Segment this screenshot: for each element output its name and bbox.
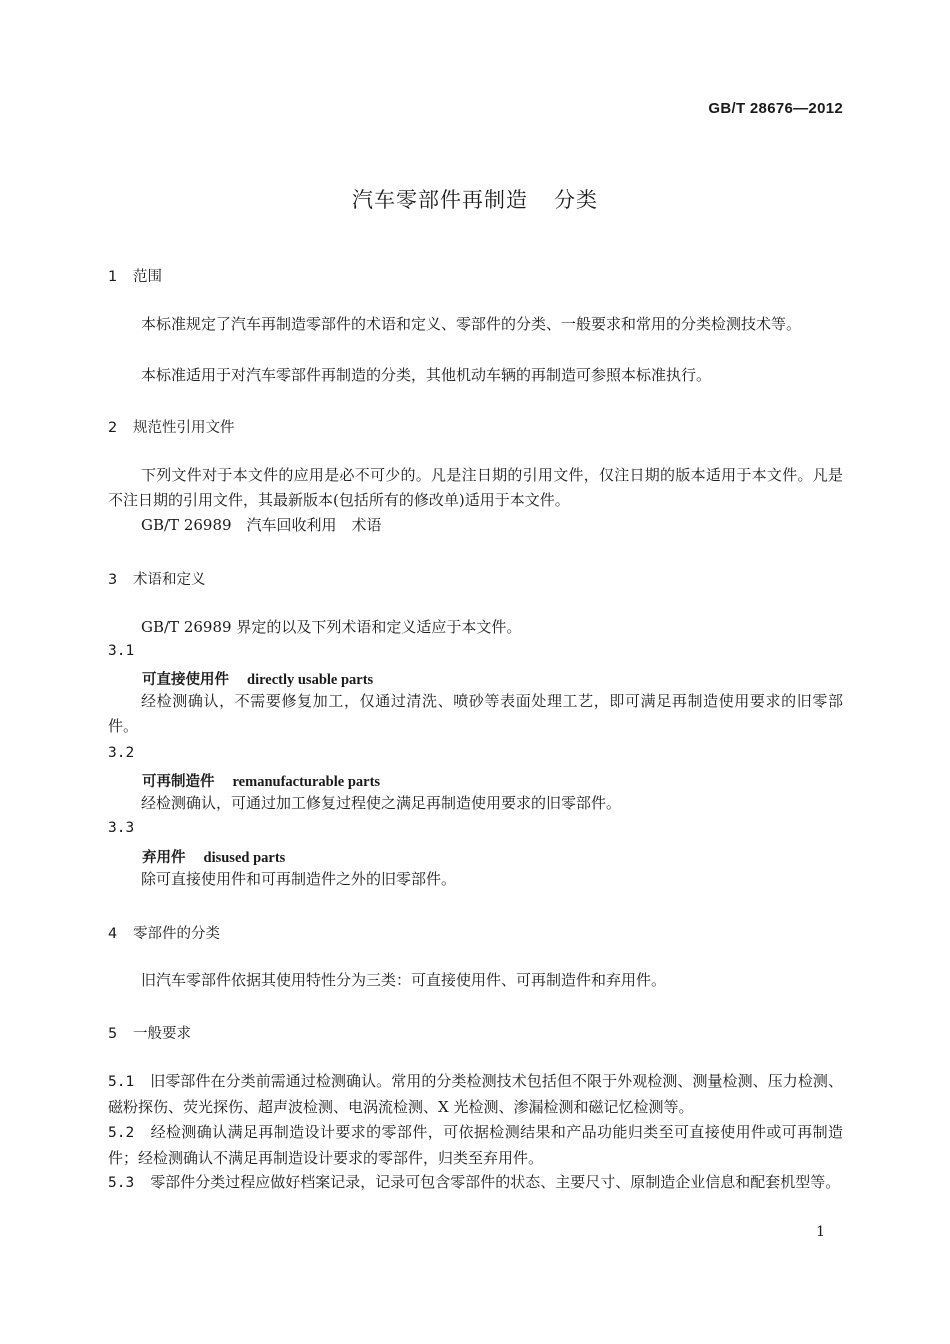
term-heading — [142, 668, 373, 689]
term-heading — [142, 770, 380, 791]
section-title: 零部件的分类 — [133, 926, 220, 942]
section-number: 2 — [108, 420, 118, 436]
clause-5-2 — [108, 1120, 843, 1171]
section-title: 一般要求 — [133, 1026, 191, 1042]
term-zh: 弃用件 — [142, 850, 186, 866]
section-number: 3 — [108, 572, 118, 588]
section-number: 5 — [108, 1026, 118, 1042]
section-4-heading — [108, 922, 220, 943]
term-definition: 经检测确认，不需要修复加工，仅通过清洗、喷砂等表面处理工艺，即可满足再制造使用要求的旧零部件。 — [108, 692, 843, 735]
section-1-heading — [108, 265, 162, 286]
term-number: 3.2 — [108, 745, 135, 761]
term-en: disused parts — [203, 850, 286, 866]
section-number: 1 — [108, 269, 118, 285]
section-2-paragraph-1: 下列文件对于本文件的应用是必不可少的。凡是注日期的引用文件，仅注日期的版本适用于本文件。凡是不注日期的引用文件，其最新版本(包括所有的修改单)适用于本文件。 — [108, 466, 843, 509]
section-title: 规范性引用文件 — [133, 420, 235, 436]
section-1-paragraph-1: 本标准规定了汽车再制造零部件的术语和定义、零部件的分类、一般要求和常用的分类检测技术等。 — [141, 315, 802, 333]
section-4-paragraph-1: 旧汽车零部件依据其使用特性分为三类：可直接使用件、可再制造件和弃用件。 — [141, 971, 667, 989]
term-en: remanufacturable parts — [232, 774, 381, 790]
term-definition: 经检测确认，可通过加工修复过程使之满足再制造使用要求的旧零部件。 — [141, 794, 622, 812]
page-number: 1 — [816, 1224, 825, 1240]
clause-text: 经检测确认满足再制造设计要求的零部件，可依据检测结果和产品功能归类至可直接使用件或可再制造件；经检测确认不满足再制造设计要求的零部件，归类至弃用件。 — [108, 1123, 843, 1167]
standard-number: GB/T 28676—2012 — [708, 100, 843, 117]
clause-number: 5.3 — [108, 1175, 135, 1191]
clause-number: 5.2 — [108, 1125, 135, 1141]
term-definition: 除可直接使用件和可再制造件之外的旧零部件。 — [141, 870, 457, 888]
term-zh: 可直接使用件 — [142, 672, 229, 688]
title-main: 汽车零部件再制造 — [352, 188, 528, 212]
clause-text: 旧零部件在分类前需通过检测确认。常用的分类检测技术包括但不限于外观检测、测量检测、压力检测、磁粉探伤、荧光探伤、超声波检测、电涡流检测、X 光检测、渗漏检测和磁记忆检测等。 — [108, 1072, 843, 1116]
clause-text: 零部件分类过程应做好档案记录，记录可包含零部件的状态、主要尺寸、原制造企业信息和配套机型等。 — [150, 1173, 841, 1191]
document-title — [0, 184, 950, 214]
clause-number: 5.1 — [108, 1074, 135, 1090]
term-number: 3.1 — [108, 643, 135, 659]
clause-5-1 — [108, 1069, 843, 1120]
term-heading — [142, 846, 285, 867]
term-zh: 可再制造件 — [142, 774, 215, 790]
section-3-heading — [108, 568, 206, 589]
section-title: 范围 — [133, 269, 162, 285]
section-number: 4 — [108, 926, 118, 942]
normative-reference: GB/T 26989 汽车回收利用 术语 — [141, 516, 382, 534]
section-title: 术语和定义 — [133, 572, 206, 588]
section-1-paragraph-2: 本标准适用于对汽车零部件再制造的分类，其他机动车辆的再制造可参照本标准执行。 — [141, 366, 712, 384]
section-2-heading — [108, 416, 235, 437]
term-en: directly usable parts — [247, 672, 374, 688]
clause-5-3 — [108, 1170, 843, 1196]
section-5-heading — [108, 1022, 191, 1043]
section-3-intro: GB/T 26989 界定的以及下列术语和定义适应于本文件。 — [141, 618, 522, 636]
title-sub: 分类 — [554, 188, 598, 212]
term-number: 3.3 — [108, 820, 135, 836]
